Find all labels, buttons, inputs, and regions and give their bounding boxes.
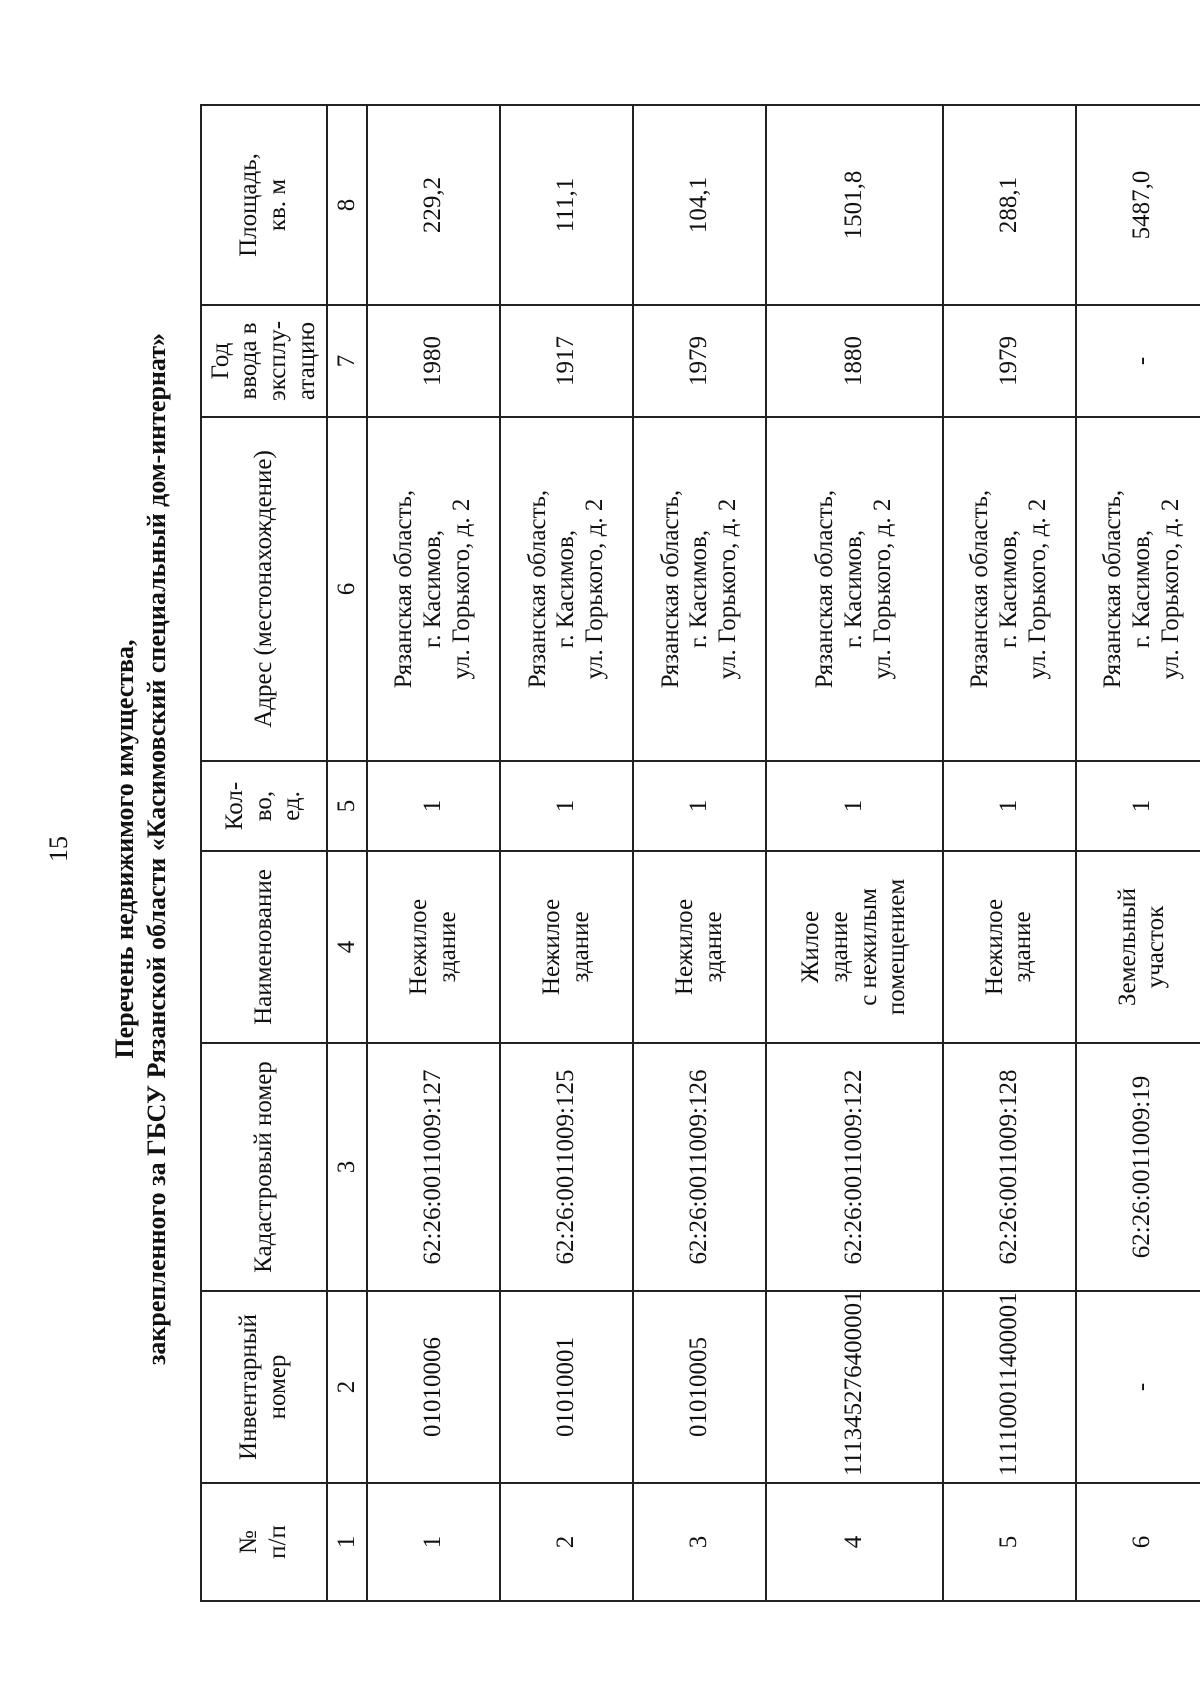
cell-row-number: 6 xyxy=(1076,1483,1200,1601)
cell-inventory-number: - xyxy=(1076,1291,1200,1483)
column-number-cell: 2 xyxy=(327,1291,367,1483)
cell-row-number: 4 xyxy=(766,1483,942,1601)
cell-row-number: 2 xyxy=(500,1483,633,1601)
cell-name: Нежилое здание xyxy=(367,851,500,1043)
cell-quantity: 1 xyxy=(633,761,766,851)
table-row xyxy=(766,105,942,1601)
cell-name: Жилое здание с нежилым помещением xyxy=(766,851,942,1043)
cell-year: - xyxy=(1076,305,1200,417)
cell-area: 229,2 xyxy=(367,105,500,305)
header-cell-inventory-number: Инвентарный номер xyxy=(201,1291,327,1483)
table-row xyxy=(367,105,500,1601)
cell-quantity: 1 xyxy=(500,761,633,851)
column-number-cell: 6 xyxy=(327,417,367,761)
cell-address: Рязанская область, г. Касимов, ул. Горького, д. 2 xyxy=(500,417,633,761)
column-number-cell: 8 xyxy=(327,105,367,305)
cell-inventory-number: 01010006 xyxy=(367,1291,500,1483)
cell-name: Нежилое здание xyxy=(500,851,633,1043)
cell-cadastral-number: 62:26:0011009:128 xyxy=(943,1043,1076,1291)
cell-quantity: 1 xyxy=(367,761,500,851)
document-title-line-2: закрепленного за ГБСУ Рязанской области «Касимовский специальный дом-интернат» xyxy=(142,332,171,1366)
cell-quantity: 1 xyxy=(943,761,1076,851)
table-row xyxy=(633,105,766,1601)
cell-area: 5487,0 xyxy=(1076,105,1200,305)
table-row xyxy=(1076,105,1200,1601)
column-number-cell: 1 xyxy=(327,1483,367,1601)
cell-cadastral-number: 62:26:0011009:127 xyxy=(367,1043,500,1291)
table-header-row xyxy=(201,105,327,1601)
column-number-cell: 4 xyxy=(327,851,367,1043)
cell-inventory-number: 01010005 xyxy=(633,1291,766,1483)
cell-row-number: 3 xyxy=(633,1483,766,1601)
header-cell-row-number: № п/п xyxy=(201,1483,327,1601)
cell-area: 111,1 xyxy=(500,105,633,305)
cell-year: 1979 xyxy=(943,305,1076,417)
cell-address: Рязанская область, г. Касимов, ул. Горького, д. 2 xyxy=(766,417,942,761)
cell-quantity: 1 xyxy=(766,761,942,851)
cell-year: 1917 xyxy=(500,305,633,417)
document-title-line-1: Перечень недвижимого имущества, xyxy=(110,639,139,1059)
cell-area: 288,1 xyxy=(943,105,1076,305)
cell-cadastral-number: 62:26:0011009:122 xyxy=(766,1043,942,1291)
column-number-row xyxy=(327,105,367,1601)
cell-year: 1880 xyxy=(766,305,942,417)
cell-address: Рязанская область, г. Касимов, ул. Горького, д. 2 xyxy=(1076,417,1200,761)
header-cell-name: Наименование xyxy=(201,851,327,1043)
table-row xyxy=(500,105,633,1601)
cell-area: 104,1 xyxy=(633,105,766,305)
column-number-cell: 5 xyxy=(327,761,367,851)
header-cell-area: Площадь, кв. м xyxy=(201,105,327,305)
cell-inventory-number: 01010001 xyxy=(500,1291,633,1483)
header-cell-quantity: Кол- во, ед. xyxy=(201,761,327,851)
header-cell-cadastral-number: Кадастровый номер xyxy=(201,1043,327,1291)
cell-name: Земельный участок xyxy=(1076,851,1200,1043)
cell-cadastral-number: 62:26:0011009:126 xyxy=(633,1043,766,1291)
property-register-table xyxy=(200,104,1200,1602)
cell-row-number: 1 xyxy=(367,1483,500,1601)
cell-inventory-number: 111345276400001 xyxy=(766,1291,942,1483)
cell-cadastral-number: 62:26:0011009:19 xyxy=(1076,1043,1200,1291)
cell-address: Рязанская область, г. Касимов, ул. Горького, д. 2 xyxy=(633,417,766,761)
cell-cadastral-number: 62:26:0011009:125 xyxy=(500,1043,633,1291)
cell-year: 1979 xyxy=(633,305,766,417)
cell-year: 1980 xyxy=(367,305,500,417)
header-cell-address: Адрес (местонахождение) xyxy=(201,417,327,761)
cell-address: Рязанская область, г. Касимов, ул. Горького, д. 2 xyxy=(943,417,1076,761)
cell-row-number: 5 xyxy=(943,1483,1076,1601)
cell-area: 1501,8 xyxy=(766,105,942,305)
column-number-cell: 7 xyxy=(327,305,367,417)
cell-name: Нежилое здание xyxy=(633,851,766,1043)
page-number: 15 xyxy=(44,836,73,862)
column-number-cell: 3 xyxy=(327,1043,367,1291)
table-row xyxy=(943,105,1076,1601)
header-cell-year: Год ввода в эксплу- атацию xyxy=(201,305,327,417)
cell-quantity: 1 xyxy=(1076,761,1200,851)
cell-inventory-number: 111100011400001 xyxy=(943,1291,1076,1483)
cell-address: Рязанская область, г. Касимов, ул. Горького, д. 2 xyxy=(367,417,500,761)
cell-name: Нежилое здание xyxy=(943,851,1076,1043)
